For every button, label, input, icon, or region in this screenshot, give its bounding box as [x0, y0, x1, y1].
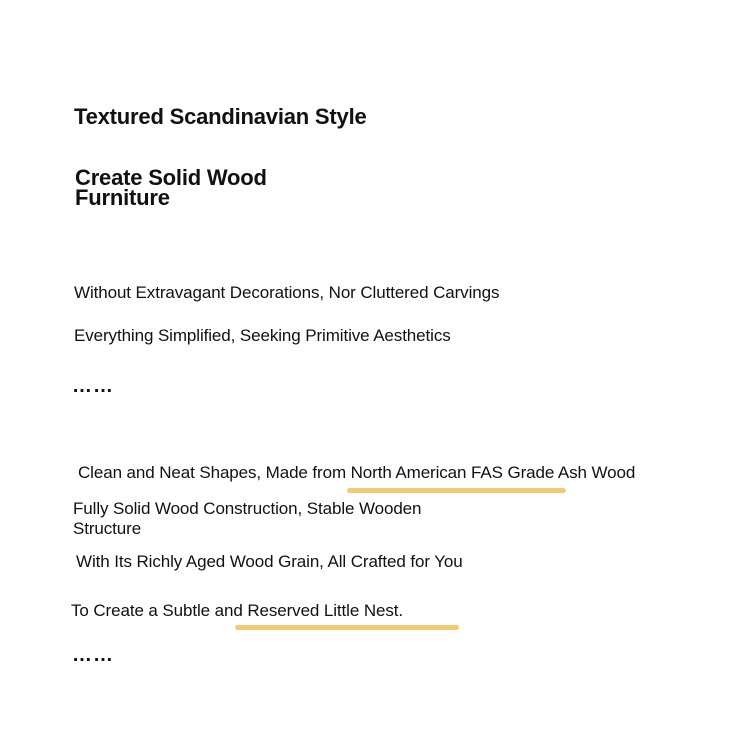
text-line-shapes: Clean and Neat Shapes, Made from North American FAS Grade Ash Wood [78, 463, 636, 482]
text-line-wood-grain: With Its Richly Aged Wood Grain, All Crafted for You [76, 552, 463, 571]
text-line-simplified: Everything Simplified, Seeking Primitive Aesthetics [74, 326, 451, 345]
text-line-construction: Fully Solid Wood Construction, Stable Wooden [73, 499, 422, 518]
highlight-underline [347, 488, 566, 493]
page-title: Textured Scandinavian Style [74, 104, 367, 129]
highlight-underline [235, 625, 459, 630]
subtitle-line-2: Furniture [75, 185, 170, 210]
subtitle-line-1: Create Solid Wood [75, 165, 267, 190]
text-line-little-nest: To Create a Subtle and Reserved Little Nest. [71, 601, 404, 620]
text-line-construction-cont: Structure [73, 519, 142, 538]
ellipsis-separator: …… [72, 644, 114, 666]
ellipsis-separator: …… [72, 375, 114, 397]
text-line-decorations: Without Extravagant Decorations, Nor Cluttered Carvings [74, 283, 500, 302]
